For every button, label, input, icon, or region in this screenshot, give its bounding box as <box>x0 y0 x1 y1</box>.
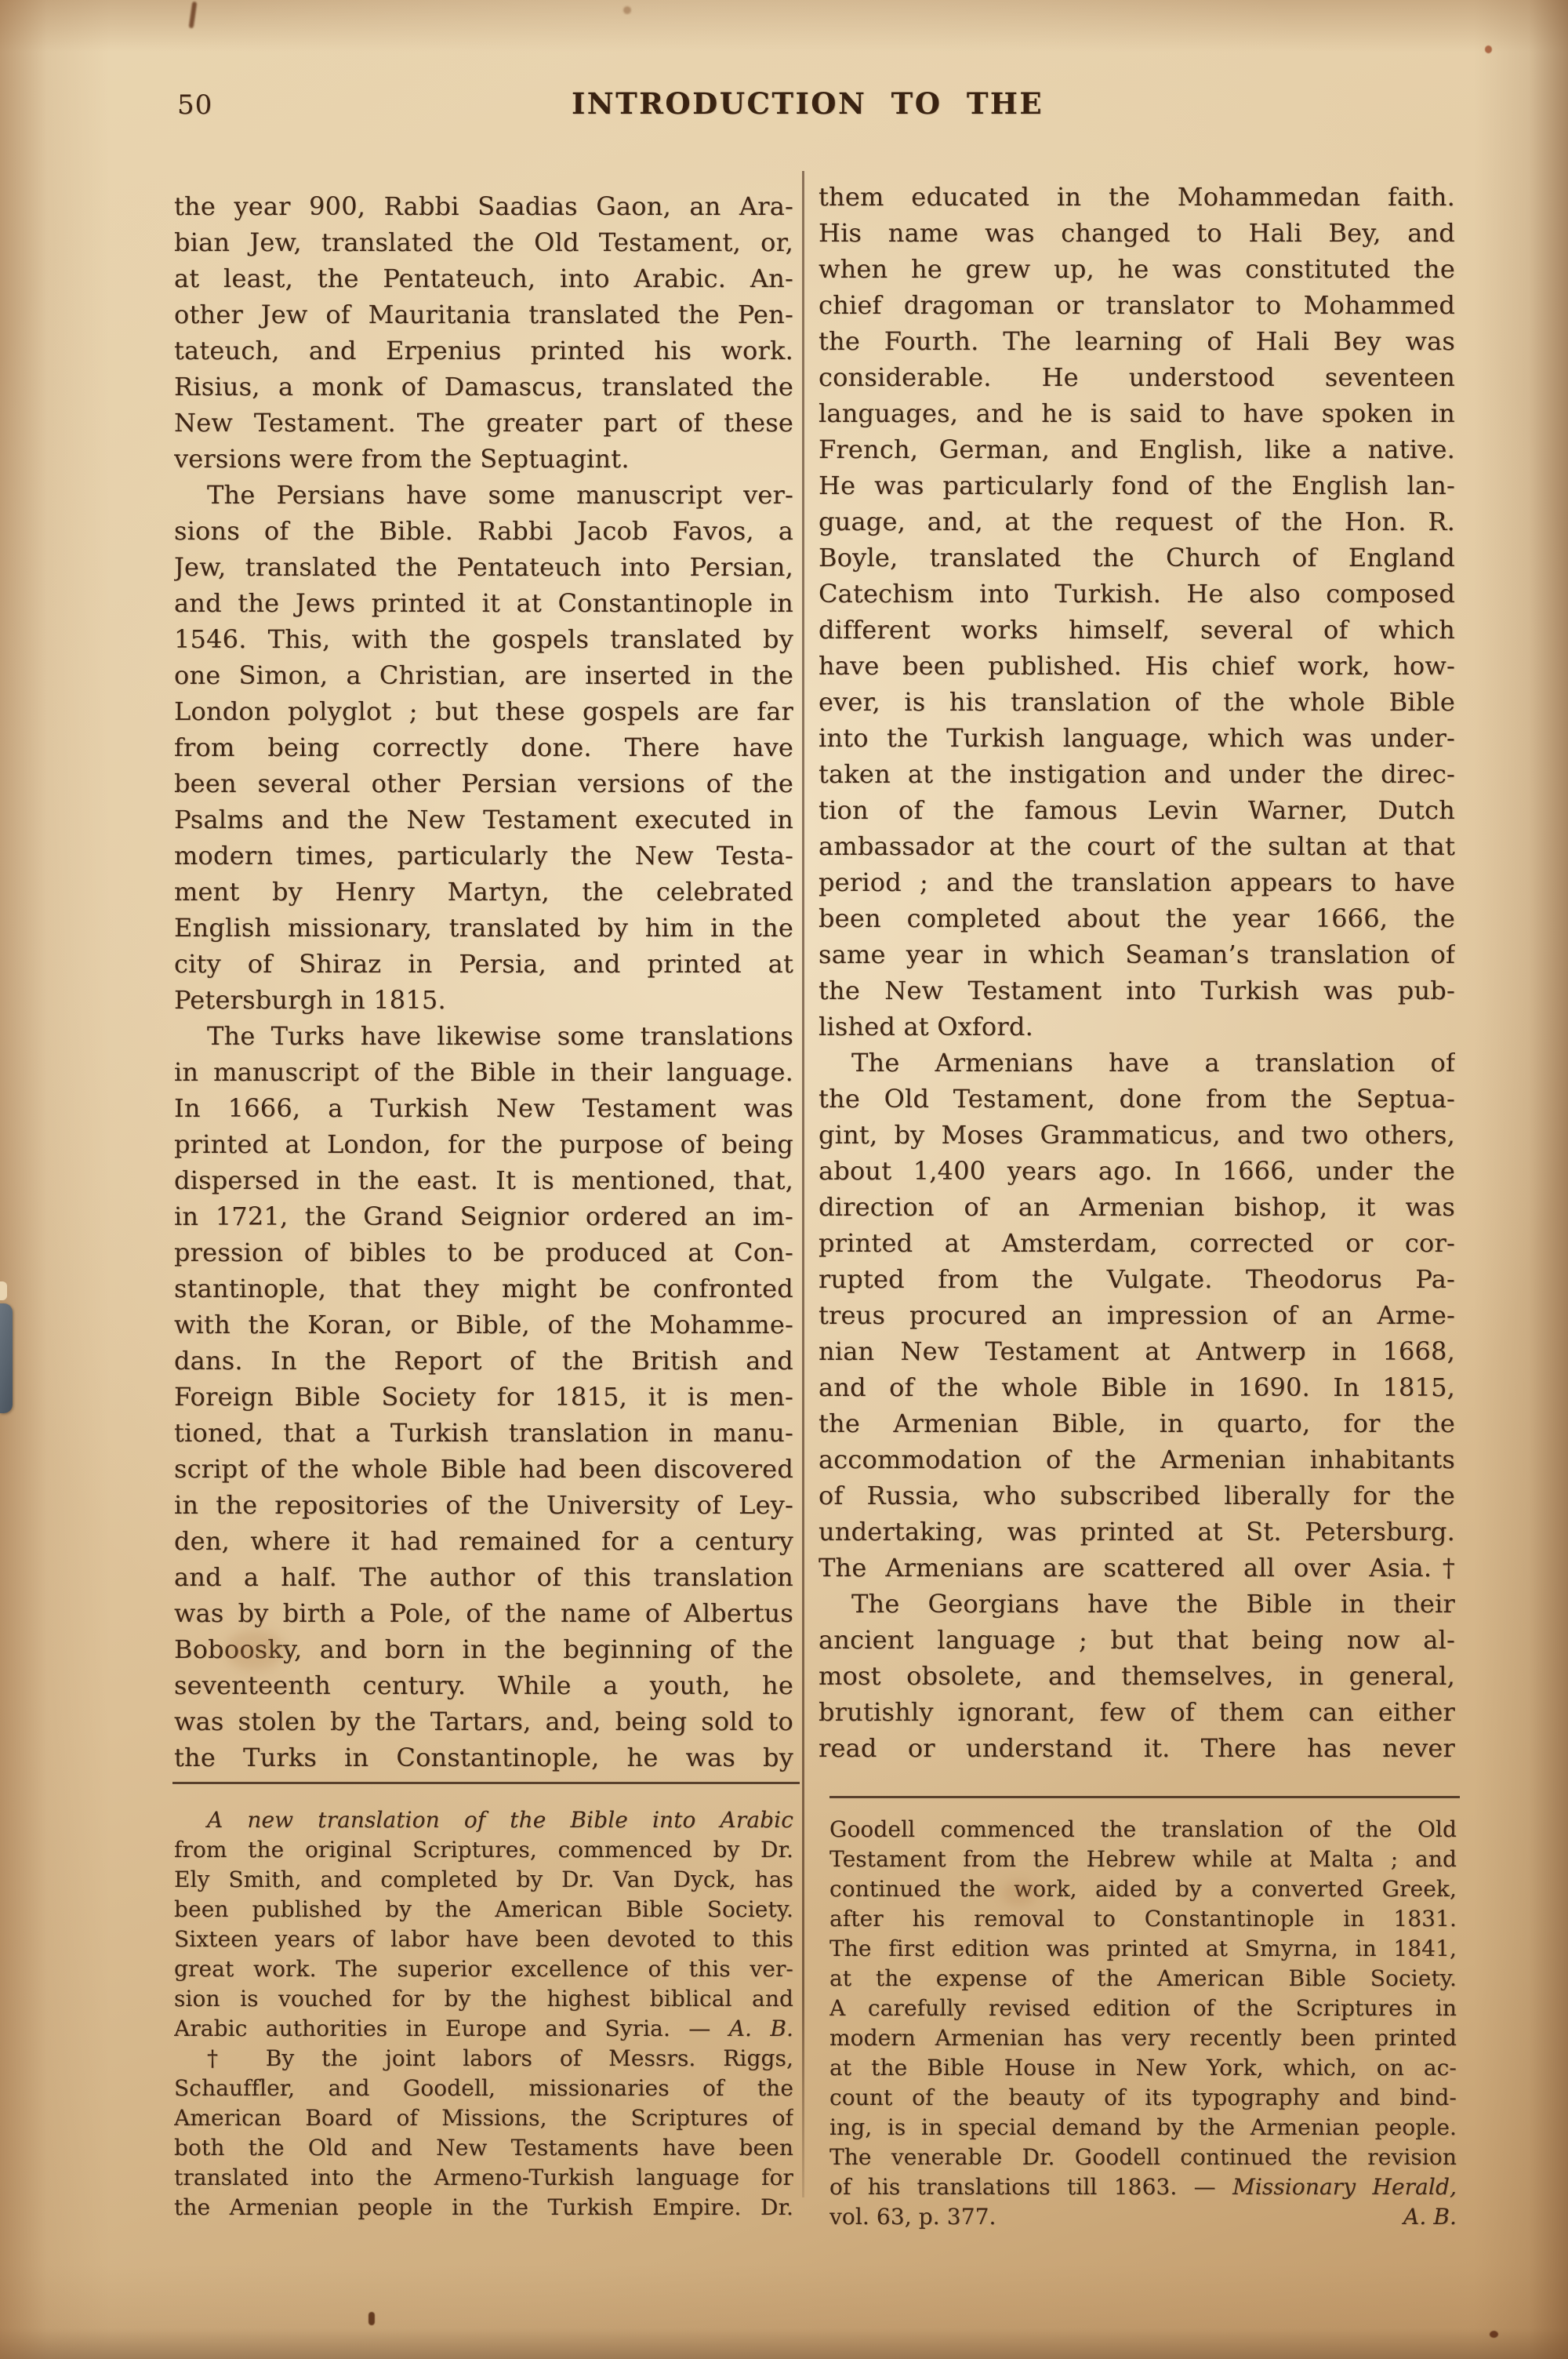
text-line: undertaking, was printed at St. Petersburg. <box>818 1517 1455 1547</box>
text-line: translated into the Armeno-Turkish language for <box>174 2165 793 2190</box>
text-line: 1546. This, with the gospels translated by <box>174 624 793 654</box>
text-line: tateuch, and Erpenius printed his work. <box>174 336 793 365</box>
text-line: Foreign Bible Society for 1815, it is men- <box>174 1382 793 1412</box>
text-line: The Georgians have the Bible in their <box>851 1589 1455 1619</box>
text-line: ment by Henry Martyn, the celebrated <box>174 877 793 907</box>
text-line: seventeenth century. While a youth, he <box>174 1670 793 1700</box>
text-line: printed at Amsterdam, corrected or cor- <box>818 1228 1455 1258</box>
right-footnotes <box>829 1815 1457 2232</box>
footnote-separator-left <box>172 1782 800 1784</box>
text-line: same year in which Seaman’s translation of <box>818 940 1455 969</box>
text-line: bian Jew, translated the Old Testament, or, <box>174 227 793 257</box>
text-line: great work. The superior excellence of this ver- <box>174 1956 793 1982</box>
text-line: the Old Testament, done from the Septua- <box>818 1084 1455 1114</box>
text-line: Petersburgh in 1815. <box>174 985 446 1015</box>
text-line: A carefully revised edition of the Scriptures in <box>829 1995 1457 2021</box>
footnote-source: vol. 63, p. 377. <box>829 2204 996 2230</box>
text-line: from the original Scriptures, commenced by Dr. <box>174 1837 793 1863</box>
text-line: chief dragoman or translator to Mohammed <box>818 290 1455 320</box>
left-column <box>174 188 793 1776</box>
text-line: both the Old and New Testaments have been <box>174 2135 793 2161</box>
rust-speck <box>1485 45 1492 53</box>
text-line: Ely Smith, and completed by Dr. Van Dyck, has <box>174 1866 793 1892</box>
ink-speck <box>368 2312 375 2325</box>
text-line: been several other Persian versions of the <box>174 769 793 798</box>
text-line: rupted from the Vulgate. Theodorus Pa- <box>818 1264 1455 1294</box>
text-line: at least, the Pentateuch, into Arabic. An- <box>174 264 793 293</box>
text-line: ever, is his translation of the whole Bible <box>818 687 1455 717</box>
text-line: continued the work, aided by a converted Greek, <box>829 1876 1457 1902</box>
text-line: brutishly ignorant, few of them can either <box>818 1697 1455 1727</box>
text-line: ambassador at the court of the sultan at that <box>818 831 1455 861</box>
text-line: have been published. His chief work, how- <box>818 651 1455 681</box>
text-line: guage, and, at the request of the Hon. R. <box>818 507 1455 536</box>
text-line: The first edition was printed at Smyrna, in 1841, <box>829 1936 1457 1961</box>
text-line: In 1666, a Turkish New Testament was <box>174 1093 793 1123</box>
text-line: dans. In the Report of the British and <box>174 1346 793 1376</box>
text-line: ancient language ; but that being now al- <box>818 1625 1455 1655</box>
text-line: lished at Oxford. <box>818 1012 1033 1041</box>
text-line: direction of an Armenian bishop, it was <box>818 1192 1455 1222</box>
text-line: Goodell commenced the translation of the Old <box>829 1816 1457 1842</box>
text-line: printed at London, for the purpose of being <box>174 1129 793 1159</box>
text-line: The Armenians are scattered all over Asia.† <box>818 1553 1455 1583</box>
text-line: of his translations till 1863. — Missionary Herald, <box>829 2174 1457 2200</box>
text-line: them educated in the Mohammedan faith. <box>818 182 1455 212</box>
text-line: London polyglot ; but these gospels are far <box>174 696 793 726</box>
left-edge-tab <box>0 1303 13 1413</box>
text-line: been published by the American Bible Society. <box>174 1896 793 1922</box>
text-line: Schauffler, and Goodell, missionaries of the <box>174 2075 793 2101</box>
running-title: INTRODUCTION TO THE <box>571 86 1044 121</box>
text-line: treus procured an impression of an Arme- <box>818 1300 1455 1330</box>
text-line: the New Testament into Turkish was pub- <box>818 976 1455 1005</box>
text-line: read or understand it. There has never <box>818 1733 1455 1763</box>
text-line: the Fourth. The learning of Hali Bey was <box>818 326 1455 356</box>
text-line: Psalms and the New Testament executed in <box>174 805 793 834</box>
ink-scratch <box>189 2 198 29</box>
text-line: in the repositories of the University of Ley- <box>174 1490 793 1520</box>
text-line: French, German, and English, like a native. <box>818 434 1455 464</box>
text-line: New Testament. The greater part of these <box>174 408 793 438</box>
text-line: English missionary, translated by him in the <box>174 913 793 943</box>
text-line: versions were from the Septuagint. <box>174 444 630 474</box>
text-line: ing, is in special demand by the Armenian people. <box>829 2114 1457 2140</box>
text-line: been completed about the year 1666, the <box>818 903 1455 933</box>
text-line: Boyle, translated the Church of England <box>818 543 1455 572</box>
text-line: His name was changed to Hali Bey, and <box>818 218 1455 248</box>
text-line: period ; and the translation appears to have <box>818 867 1455 897</box>
paper-stain <box>226 1630 284 1670</box>
text-line: languages, and he is said to have spoken in <box>818 398 1455 428</box>
text-line: Sixteen years of labor have been devoted to this <box>174 1926 793 1952</box>
text-line: A new translation of the Bible into Arabic <box>207 1807 793 1833</box>
text-line: the year 900, Rabbi Saadias Gaon, an Ara- <box>174 191 793 221</box>
text-line: Catechism into Turkish. He also composed <box>818 579 1455 609</box>
page-number: 50 <box>177 89 213 121</box>
text-line: different works himself, several of which <box>818 615 1455 645</box>
text-line: about 1,400 years ago. In 1666, under the <box>818 1156 1455 1186</box>
text-line: nian New Testament at Antwerp in 1668, <box>818 1336 1455 1366</box>
left-footnotes <box>174 1805 793 2223</box>
text-line: gint, by Moses Grammaticus, and two others, <box>818 1120 1455 1150</box>
text-line: sion is vouched for by the highest biblical and <box>174 1986 793 2012</box>
text-line: at the expense of the American Bible Society. <box>829 1965 1457 1991</box>
ink-speck <box>1490 2331 1498 2338</box>
text-line: The Persians have some manuscript ver- <box>207 480 793 510</box>
text-line: tioned, that a Turkish translation in manu- <box>174 1418 793 1448</box>
text-line: of Russia, who subscribed liberally for the <box>818 1481 1455 1510</box>
text-line: Boboosky, and born in the beginning of the <box>174 1634 793 1664</box>
column-divider-rule <box>802 171 804 2197</box>
text-line: den, where it had remained for a century <box>174 1526 793 1556</box>
text-line: The Armenians have a translation of <box>851 1048 1455 1078</box>
right-column <box>818 179 1455 1766</box>
text-line: in manuscript of the Bible in their language. <box>174 1057 793 1087</box>
paper-speck <box>623 6 631 14</box>
text-line: and of the whole Bible in 1690. In 1815, <box>818 1372 1455 1402</box>
text-line: script of the whole Bible had been discovered <box>174 1454 793 1484</box>
text-line: with the Koran, or Bible, of the Mohamme- <box>174 1310 793 1339</box>
text-line: one Simon, a Christian, are inserted in the <box>174 660 793 690</box>
text-line: dispersed in the east. It is mentioned, that, <box>174 1165 793 1195</box>
text-line: count of the beauty of its typography and bind- <box>829 2085 1457 2110</box>
text-line: was by birth a Pole, of the name of Albertus <box>174 1598 793 1628</box>
text-line: Testament from the Hebrew while at Malta ; and <box>829 1846 1457 1872</box>
text-line: modern times, particularly the New Testa- <box>174 841 793 871</box>
text-line: city of Shiraz in Persia, and printed at <box>174 949 793 979</box>
text-line: Risius, a monk of Damascus, translated the <box>174 372 793 402</box>
text-line: modern Armenian has very recently been printed <box>829 2025 1457 2051</box>
text-line: and a half. The author of this translation <box>174 1562 793 1592</box>
text-line: Arabic authorities in Europe and Syria. — A. B. <box>174 2016 793 2041</box>
text-line: into the Turkish language, which was under- <box>818 723 1455 753</box>
text-line: American Board of Missions, the Scriptures of <box>174 2105 793 2131</box>
text-line: Jew, translated the Pentateuch into Persian, <box>174 552 793 582</box>
footnote-initials: A. B. <box>1403 2204 1457 2230</box>
text-line: the Turks in Constantinople, he was by <box>174 1743 793 1772</box>
text-line: and the Jews printed it at Constantinople in <box>174 588 793 618</box>
text-line <box>829 2202 1457 2232</box>
text-line: after his removal to Constantinople in 1831. <box>829 1906 1457 1932</box>
text-line: when he grew up, he was constituted the <box>818 254 1455 284</box>
text-line: the Armenian Bible, in quarto, for the <box>818 1408 1455 1438</box>
text-line: † By the joint labors of Messrs. Riggs, <box>207 2045 793 2071</box>
text-line: He was particularly fond of the English lan- <box>818 471 1455 500</box>
paper-stain <box>1002 1881 1036 1906</box>
text-line: The venerable Dr. Goodell continued the revision <box>829 2144 1457 2170</box>
footnote-separator-right <box>829 1796 1460 1798</box>
text-line: the Armenian people in the Turkish Empire. Dr. <box>174 2194 793 2220</box>
paper-notch <box>0 1281 7 1300</box>
text-line: The Turks have likewise some translations <box>207 1021 793 1051</box>
text-line: considerable. He understood seventeen <box>818 362 1455 392</box>
text-line: from being correctly done. There have <box>174 732 793 762</box>
text-line: pression of bibles to be produced at Con- <box>174 1238 793 1267</box>
text-line: was stolen by the Tartars, and, being sold to <box>174 1707 793 1736</box>
text-line: stantinople, that they might be confronted <box>174 1274 793 1303</box>
text-line: at the Bible House in New York, which, on ac- <box>829 2055 1457 2081</box>
text-line: other Jew of Mauritania translated the Pen- <box>174 300 793 329</box>
text-line: in 1721, the Grand Seignior ordered an im- <box>174 1201 793 1231</box>
text-line: sions of the Bible. Rabbi Jacob Favos, a <box>174 516 793 546</box>
text-line: most obsolete, and themselves, in general, <box>818 1661 1455 1691</box>
text-line: tion of the famous Levin Warner, Dutch <box>818 795 1455 825</box>
text-line: accommodation of the Armenian inhabitants <box>818 1445 1455 1474</box>
text-line: taken at the instigation and under the direc- <box>818 759 1455 789</box>
